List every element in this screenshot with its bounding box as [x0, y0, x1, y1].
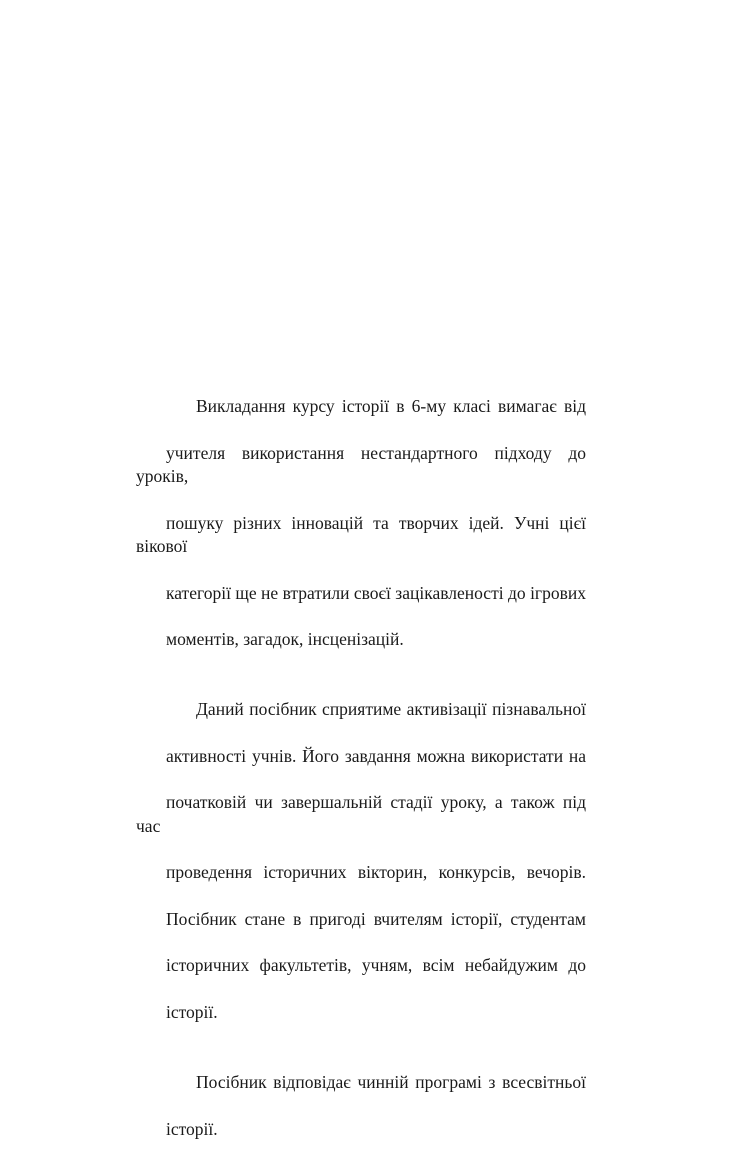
text-line: Посібник стане в пригоді вчителям історії, студентам	[166, 908, 586, 929]
text-line: активності учнів. Його завдання можна використати на	[166, 745, 586, 766]
text-line: пошуку різних інновацій та творчих ідей. Учні цієї вікової	[136, 512, 586, 557]
text-line: початковій чи завершальній стадії уроку, а також під час	[136, 792, 586, 836]
paragraph-2	[136, 675, 586, 1048]
text-line: історії.	[166, 1002, 218, 1023]
paragraph-1	[136, 372, 586, 675]
text-line: учителя використання нестандартного підходу до уроків,	[136, 442, 586, 487]
text-line: моментів, загадок, інсценізацій.	[166, 629, 404, 650]
paragraph-3	[136, 1048, 586, 1164]
text-line: проведення історичних вікторин, конкурсів, вечорів.	[166, 862, 586, 883]
text-line: історичних факультетів, учням, всім небайдужим до	[166, 955, 586, 976]
body-text	[136, 372, 586, 1164]
text-line: категорії ще не втратили своєї зацікавленості до ігрових	[166, 582, 586, 603]
text-line: Викладання курсу історії в 6-му класі вимагає від	[196, 396, 586, 417]
text-line: Даний посібник сприятиме активізації пізнавальної	[196, 699, 586, 720]
text-line: Посібник відповідає чинній програмі з всесвітньої	[196, 1071, 586, 1092]
text-line: історії.	[166, 1118, 218, 1139]
